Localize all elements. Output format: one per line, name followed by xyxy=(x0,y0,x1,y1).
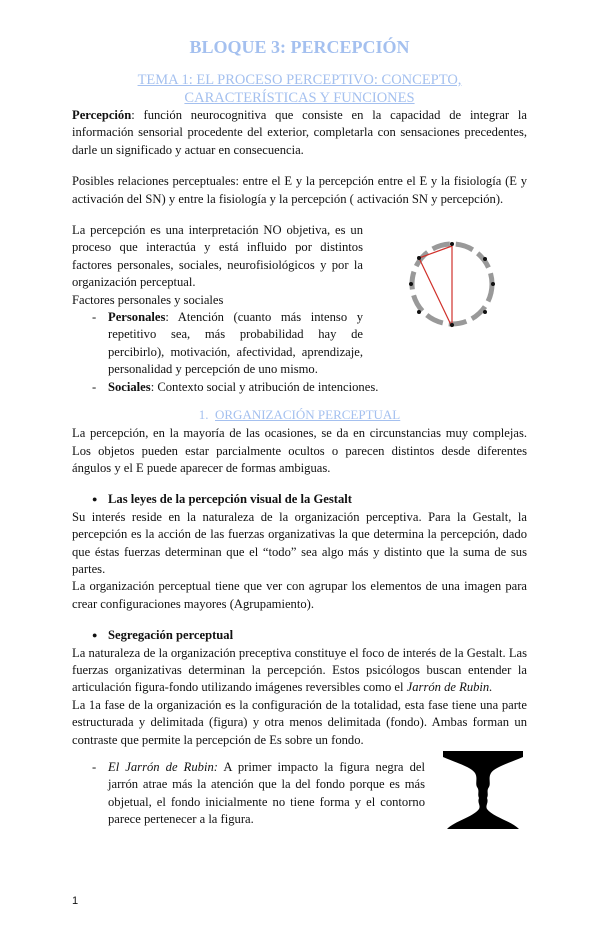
factor-body xyxy=(108,309,363,379)
diagram-line xyxy=(419,258,452,327)
factor-term: Sociales xyxy=(108,379,151,394)
rubin-block xyxy=(72,759,527,835)
factor-text: : Contexto social y atribución de intenciones. xyxy=(150,379,379,394)
segregation-text: La naturaleza de la organización preceptiva constituye el foco de interés de la Gestalt. Las fuerzas organizativas determinan la percepción. Estos psicólogos buscan entender la articulación figura-fondo utilizando imágenes reversibles como el xyxy=(72,645,527,695)
factor-personales xyxy=(72,309,363,379)
topic-title-line2: CARACTERÍSTICAS Y FUNCIONES xyxy=(184,89,415,106)
dash-bullet: - xyxy=(92,310,97,325)
gestalt-heading-row xyxy=(72,491,527,508)
definition-paragraph xyxy=(72,107,527,159)
factors-heading: Factores personales y sociales xyxy=(72,292,224,307)
section-number: 1. xyxy=(198,407,209,423)
definition-text: : función neurocognitiva que consiste en la capacidad de integrar la información sensorial procedente del exterior, completarla con sensaciones precedentes, darle un significado y actuar en consecuencia. xyxy=(72,108,527,157)
segregation-paragraph-2: La 1a fase de la organización es la configuración de la totalidad, esta fase tiene una parte estructurada y delimitada (figura) y otra menos delimitada (fondo). Ambas forman un contraste que permite la percepción de Es sobre un fondo. xyxy=(72,697,527,747)
interpretation-paragraph: La percepción es una interpretación NO objetiva, es un proceso que interactúa y está influido por distintos factores personales, sociales, neurofisiológicos y por la organización perceptual. xyxy=(72,223,363,290)
factor-body xyxy=(108,379,527,396)
segregation-paragraph-1 xyxy=(72,645,527,697)
factor-text: : Atención (cuanto más intenso y repetitivo sea, más probabilidad hay de percibirlo), motivación, afectividad, aprendizaje, personalidad y percepción de uno mismo. xyxy=(108,310,363,377)
page-title: BLOQUE 3: PERCEPCIÓN xyxy=(189,37,410,57)
gestalt-paragraph-2: La organización perceptual tiene que ver con agrupar los elementos de una imagen para crear configuraciones mayores (Agrupamiento). xyxy=(72,579,527,611)
topic-title xyxy=(100,72,499,107)
rubin-body xyxy=(108,759,425,829)
rubin-term: El Jarrón de Rubin: xyxy=(108,760,218,774)
section-heading-organizacion xyxy=(72,406,527,423)
gestalt-heading: Las leyes de la percepción visual de la Gestalt xyxy=(108,492,352,507)
round-bullet: ● xyxy=(92,630,98,641)
organization-paragraph: La percepción, en la mayoría de las ocasiones, se da en circunstancias muy complejas. Los objetos pueden estar parcialmente ocultos o parecen distintos desde diferentes ángulos y el E puede aparecer de formas ambiguas. xyxy=(72,426,527,475)
section-title: ORGANIZACIÓN PERCEPTUAL xyxy=(215,407,401,423)
interpretation-block xyxy=(72,222,527,396)
gestalt-paragraph-1: Su interés reside en la naturaleza de la organización perceptiva. Para la Gestalt, la percepción es la acción de las fuerzas organizativas la que determina la percepción, dado que éstas fuerzas determinan que el “todo” sea algo más y distinto que la suma de sus partes. xyxy=(72,509,527,576)
dash-bullet: - xyxy=(92,760,97,774)
page-number: 1 xyxy=(72,895,79,907)
round-bullet: ● xyxy=(92,494,98,505)
segregation-italic: Jarrón de Rubin. xyxy=(406,680,493,695)
rubin-vase-image xyxy=(439,751,527,831)
definition-term: Percepción xyxy=(72,108,132,122)
dash-bullet: - xyxy=(92,379,97,394)
relations-paragraph: Posibles relaciones perceptuales: entre el E y la percepción entre el E y la fisiología (E y activación del SN) y entre la fisiología y la percepción ( activación SN y percepción). xyxy=(72,174,527,206)
perceptual-cycle-diagram xyxy=(377,232,527,330)
segregation-heading-row xyxy=(72,627,527,644)
segregation-heading: Segregación perceptual xyxy=(108,628,234,643)
topic-title-line1: TEMA 1: EL PROCESO PERCEPTIVO: CONCEPTO, xyxy=(137,72,462,88)
rubin-text: A primer impacto la figura negra del jarrón atrae más la atención que la del fondo porque es más objetual, el fondo inicialmente no tiene forma y el contorno parece pertenecer a la figura. xyxy=(108,760,425,827)
factor-sociales xyxy=(72,379,527,396)
factor-term: Personales xyxy=(108,310,166,325)
rubin-paragraph xyxy=(72,759,425,829)
